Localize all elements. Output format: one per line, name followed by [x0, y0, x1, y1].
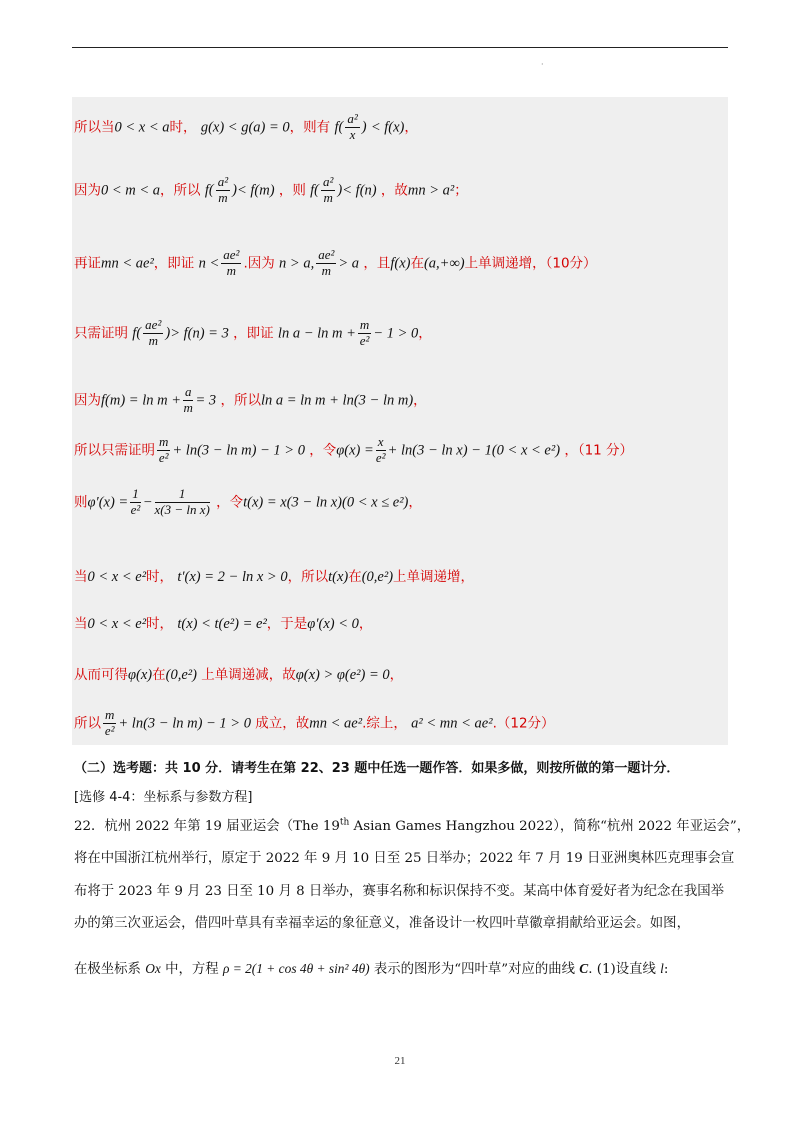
problem-line-2: 将在中国浙江杭州举行，原定于 2022 年 9 月 10 日至 25 日举办；2022 年 7 月 19 日亚洲奥林匹克理事会宣: [74, 851, 735, 866]
elective-title: [选修 4-4：坐标系与参数方程]: [74, 790, 253, 805]
solution-line-11: 所以 $\frac{m}{\text{e²}}$ + ln(3 − ln m) − 1 > 0 成立，故mn < ae².综上， a² < mn < ae².（12分）: [74, 707, 555, 738]
problem-line-5: 在极坐标系 Ox 中，方程 ρ = 2(1 + cos 4θ + sin² 4θ) 表示的图形为“四叶草”对应的曲线 C. (1)设直线 l:: [74, 961, 669, 977]
header-mark: ·: [541, 60, 544, 69]
solution-line-5: 因为f(m) = ln m + $\frac{a}{m}$ = 3 ，所以ln a = ln m + ln(3 − ln m)，: [74, 384, 427, 415]
section-title: （二）选考题：共 10 分．请考生在第 22、23 题中任选一题作答．如果多做，则按所做的第一题计分．: [74, 761, 680, 776]
solution-line-1: 所以当0 < x < a时， g(x) < g(a) = 0，则有 f( $\frac{\text{a²}}{x}$ ) < f(x)，: [74, 111, 418, 142]
problem-line-3: 布将于 2023 年 9 月 23 日至 10 月 8 日举办，赛事名称和标识保持不变。某高中体育爱好者为纪念在我国举: [74, 884, 724, 899]
solution-line-7: 则φ′(x) = $\frac{1}{\text{e²}}$ − $\frac{1}{\text{x(3 − ln x)}}$ ，令t(x) = x(3 − ln x)(0 < x ≤ e²)，: [74, 486, 422, 517]
solution-line-9: 当0 < x < e²时， t(x) < t(e²) = e²，于是φ′(x) < 0，: [74, 616, 373, 632]
header-rule: [72, 47, 728, 48]
page-number: 21: [394, 1055, 406, 1067]
problem-line-1: 22．杭州 2022 年第 19 届亚运会（The 19th Asian Games Hangzhou 2022），简称“杭州 2022 年亚运会”，: [74, 817, 751, 834]
solution-line-8: 当0 < x < e²时， t′(x) = 2 − ln x > 0，所以t(x)在(0,e²)上单调递增，: [74, 569, 475, 585]
solution-line-4: 只需证明 f( $\frac{\text{ae²}}{m}$ )> f(n) = 3 ，即证 ln a − ln m + $\frac{m}{\text{e²}}$ − 1 > 0，: [74, 317, 432, 348]
solution-line-6: 所以只需证明 $\frac{m}{\text{e²}}$ + ln(3 − ln m) − 1 > 0 ，令φ(x) = $\frac{x}{\text{e²}}$ + ln(3 − ln x) − 1(0 < x < e²) ，（11 分）: [74, 434, 634, 465]
solution-line-2: 因为0 < m < a，所以 f( $\frac{\text{a²}}{m}$ )< f(m) ，则 f( $\frac{\text{a²}}{m}$ )< f(n) ，故mn > a²；: [74, 174, 468, 205]
solution-line-10: 从而可得φ(x)在(0,e²) 上单调递减，故φ(x) > φ(e²) = 0，: [74, 667, 404, 683]
problem-line-4: 办的第三次亚运会，借四叶草具有幸福幸运的象征意义，准备设计一枚四叶草徽章捐献给亚运会。如图，: [74, 916, 690, 931]
solution-line-3: 再证mn < ae²，即证 n < $\frac{\text{ae²}}{m}$ .因为 n > a, $\frac{\text{ae²}}{m}$ > a ，且f(x)在(a,+∞)上单调递增，（10分）: [74, 247, 597, 278]
